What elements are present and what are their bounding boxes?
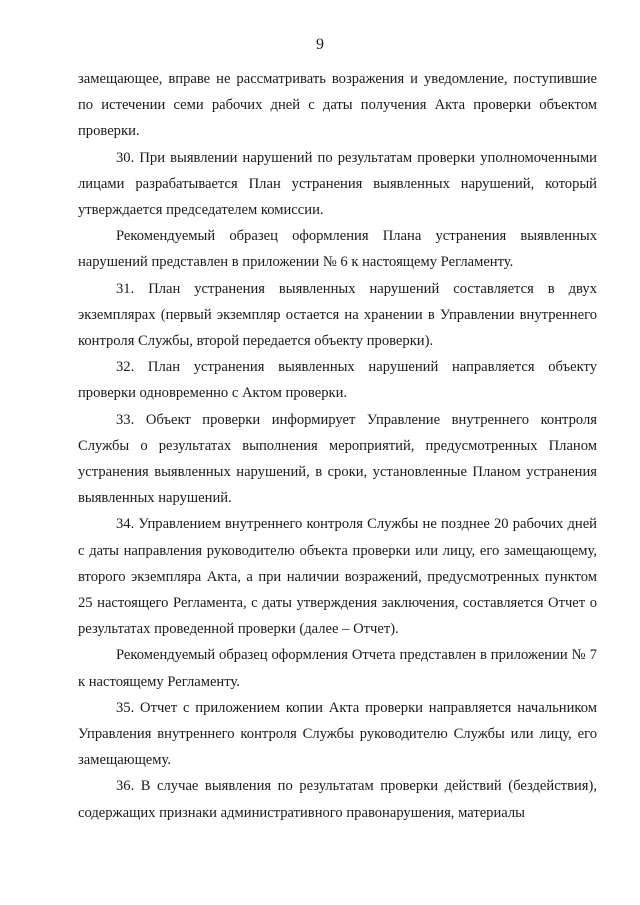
paragraph-continuation: замещающее, вправе не рассматривать возражения и уведомление, поступившие по истечении семи рабочих дней с даты получения Акта проверки объектом проверки. — [78, 71, 597, 140]
paragraph-item-34: 34. Управлением внутреннего контроля Службы не позднее 20 рабочих дней с даты направления руководителю объекта проверки или лицу, его замещающему, второго экземпляра Акта, а при наличии возражений, предусмотренных пунктом 25 настоящего Регламента, с даты утверждения заключения, составляется Отчет о результатах проведенной проверки (далее – Отчет). — [78, 516, 597, 638]
paragraph-item-36: 36. В случае выявления по результатам проверки действий (бездействия), содержащих признаки административного правонарушения, материалы — [78, 778, 597, 821]
document-body — [78, 66, 597, 826]
paragraph-item-35: 35. Отчет с приложением копии Акта проверки направляется начальником Управления внутреннего контроля Службы руководителю Службы или лицу, его замещающему. — [78, 699, 597, 769]
paragraph-item-30: 30. При выявлении нарушений по результатам проверки уполномоченными лицами разрабатывается План устранения выявленных нарушений, который утверждается председателем комиссии. — [78, 149, 597, 219]
paragraph-item-31: 31. План устранения выявленных нарушений составляется в двух экземплярах (первый экземпляр остается на хранении в Управлении внутреннего контроля Службы, второй передается объекту проверки). — [78, 280, 597, 350]
paragraph-item-32: 32. План устранения выявленных нарушений направляется объекту проверки одновременно с Актом проверки. — [78, 359, 597, 402]
paragraph-item-33: 33. Объект проверки информирует Управление внутреннего контроля Службы о результатах выполнения мероприятий, предусмотренных Планом устранения выявленных нарушений, в сроки, установленные Планом устранения выявленных нарушений. — [78, 411, 597, 507]
page-number: 9 — [316, 36, 324, 53]
paragraph-recommended-sample-7: Рекомендуемый образец оформления Отчета представлен в приложении № 7 к настоящему Регламенту. — [78, 647, 597, 690]
paragraph-recommended-sample-6: Рекомендуемый образец оформления Плана устранения выявленных нарушений представлен в приложении № 6 к настоящему Регламенту. — [78, 228, 597, 271]
